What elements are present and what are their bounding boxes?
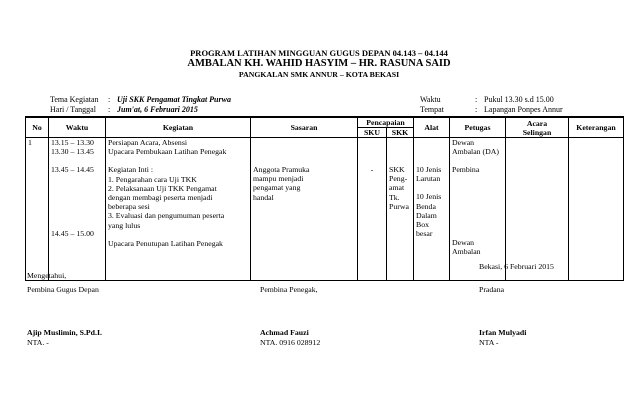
row-number: 1 (28, 138, 32, 147)
hari-colon: : (108, 105, 111, 114)
cell-line (360, 138, 384, 147)
cell-line: Kegiatan Inti : (108, 165, 154, 175)
cell-line: 3. Evaluasi dan pengumuman peserta (108, 211, 225, 221)
cell-line: Larutan (416, 174, 441, 184)
waktu-label: Waktu (420, 95, 441, 104)
cell-line: SKK (389, 165, 405, 174)
header-acara: Acara (526, 118, 548, 128)
cell-line (416, 183, 447, 192)
cell-line: pengamat yang (253, 183, 301, 193)
pangkalan-title: PANGKALAN SMK ANNUR – KOTA BEKASI (238, 70, 400, 79)
ambalan-title: AMBALAN KH. WAHID HASYIM – HR. RASUNA SAID (187, 58, 451, 69)
cell-line (452, 229, 503, 238)
cell-line: beberapa sesi (108, 202, 150, 212)
cell-line (389, 138, 411, 147)
role-pembina-penegak: Pembina Penegak, (260, 285, 318, 294)
role-pembina-gudep: Pembina Gugus Depan (27, 285, 99, 294)
cell-line: Benda (416, 201, 436, 211)
header-waktu: Waktu (49, 117, 106, 138)
cell-line: 2. Pelaksanaan Uji TKK Pengamat (108, 183, 217, 193)
waktu-colon: : (475, 95, 478, 104)
cell-line: Upacara Pembukaan Latihan Penegak (108, 147, 227, 157)
name-pradana: Irfan Mulyadi (479, 328, 527, 337)
header-pencapaian: Pencapaian (358, 117, 414, 128)
header-acara-selingan (506, 117, 569, 138)
cell-line: 14.45 – 15.00 (51, 228, 94, 238)
cell-line (253, 156, 355, 165)
cell-line: Dewan (452, 138, 475, 147)
cell-line (452, 156, 503, 165)
program-title: PROGRAM LATIHAN MINGGUAN GUGUS DEPAN 04.143 – 04.144 (190, 48, 448, 58)
hari-value: Jum'at, 6 Februari 2015 (117, 105, 198, 114)
cell-line: 10 Jenis (416, 192, 442, 202)
cell-kegiatan (106, 138, 251, 281)
cell-line: Dalam (416, 210, 437, 220)
header-kegiatan: Kegiatan (106, 117, 251, 138)
name-pembina-penegak: Achmad Fauzi (260, 328, 309, 337)
cell-line (253, 138, 355, 147)
nta-pembina-gudep: NTA. - (27, 338, 49, 347)
cell-acara-selingan (506, 138, 569, 281)
cell-no (26, 138, 49, 281)
tempat-label: Tempat (420, 105, 444, 114)
cell-sasaran (251, 138, 358, 281)
cell-line: Tk. (389, 192, 400, 202)
tema-label: Tema Kegiatan (50, 95, 99, 104)
cell-line (416, 147, 447, 156)
cell-sku (358, 138, 387, 281)
mengetahui-label: Mengetahui, (27, 271, 67, 280)
cell-line: dengan membagi peserta menjadi (108, 193, 213, 203)
tema-value: Uji SKK Pengamat Tingkat Purwa (117, 95, 231, 104)
cell-line (51, 211, 103, 220)
tempat-value: Lapangan Ponpes Annur (484, 105, 563, 114)
cell-line: Upacara Penutupan Latihan Penegak (108, 238, 223, 248)
header-sku: SKU (358, 128, 387, 138)
cell-line (51, 220, 103, 229)
cell-line (253, 147, 355, 156)
cell-keterangan (569, 138, 624, 281)
cell-line: 10 Jenis (416, 165, 442, 174)
cell-line (452, 211, 503, 220)
header-alat: Alat (414, 117, 450, 138)
cell-line: handal (253, 192, 274, 202)
cell-line (108, 230, 248, 239)
nta-pembina-penegak: NTA. 0916 028912 (260, 338, 321, 347)
cell-line: yang lulus (108, 220, 141, 230)
cell-line (389, 156, 411, 165)
cell-line (51, 175, 103, 184)
cell-line: - (370, 165, 374, 174)
nta-pradana: NTA - (479, 338, 499, 347)
cell-line: Persiapan Acara, Absensi (108, 138, 188, 147)
hari-label: Hari / Tanggal (50, 105, 96, 114)
cell-line: 13.45 – 14.45 (51, 165, 94, 175)
cell-line (452, 220, 503, 229)
name-pembina-gudep: Ajip Muslimin, S.Pd.I. (27, 328, 102, 337)
cell-line (452, 175, 503, 184)
cell-petugas (450, 138, 506, 281)
tema-colon: : (108, 95, 111, 104)
cell-line (360, 147, 384, 156)
cell-line: Ambalan (DA) (452, 147, 499, 157)
cell-line (108, 156, 248, 165)
cell-skk (387, 138, 414, 281)
cell-line (51, 184, 103, 193)
cell-alat (414, 138, 450, 281)
signing-date: Bekasi, 6 Februari 2015 (479, 262, 554, 271)
cell-line: 1. Pengarahan cara Uji TKK (108, 174, 197, 184)
cell-line (360, 156, 384, 165)
cell-line: Box (416, 220, 429, 230)
table-row (26, 138, 624, 281)
cell-line (416, 156, 447, 165)
header-keterangan: Keterangan (569, 117, 624, 138)
cell-line: Dewan (452, 237, 475, 247)
program-table (25, 116, 624, 281)
cell-line (51, 202, 103, 211)
cell-line: 13.30 – 13.45 (51, 147, 94, 157)
cell-line: Peng- (389, 174, 408, 184)
tempat-colon: : (475, 105, 478, 114)
cell-waktu (49, 138, 106, 281)
header-no: No (26, 117, 49, 138)
cell-line: besar (416, 229, 433, 239)
cell-line (452, 184, 503, 193)
header-petugas: Petugas (450, 117, 506, 138)
cell-line (452, 193, 503, 202)
header-sasaran: Sasaran (251, 117, 358, 138)
cell-line (452, 202, 503, 211)
cell-line: 13.15 – 13.30 (51, 138, 94, 147)
cell-line: Purwa (389, 201, 409, 211)
cell-line: Ambalan (452, 246, 481, 256)
cell-line: amat (389, 183, 405, 193)
header-selingan: Selingan (522, 127, 552, 137)
cell-line: Anggota Pramuka (253, 165, 310, 174)
waktu-value: Pukul 13.30 s.d 15.00 (484, 95, 554, 104)
cell-line: Pembina (452, 165, 480, 175)
role-pradana: Pradana (479, 285, 505, 294)
header-skk: SKK (387, 128, 414, 138)
cell-line: mampu menjadi (253, 174, 304, 184)
cell-line (416, 138, 447, 147)
cell-line (51, 193, 103, 202)
cell-line (51, 156, 103, 165)
cell-line (389, 147, 411, 156)
